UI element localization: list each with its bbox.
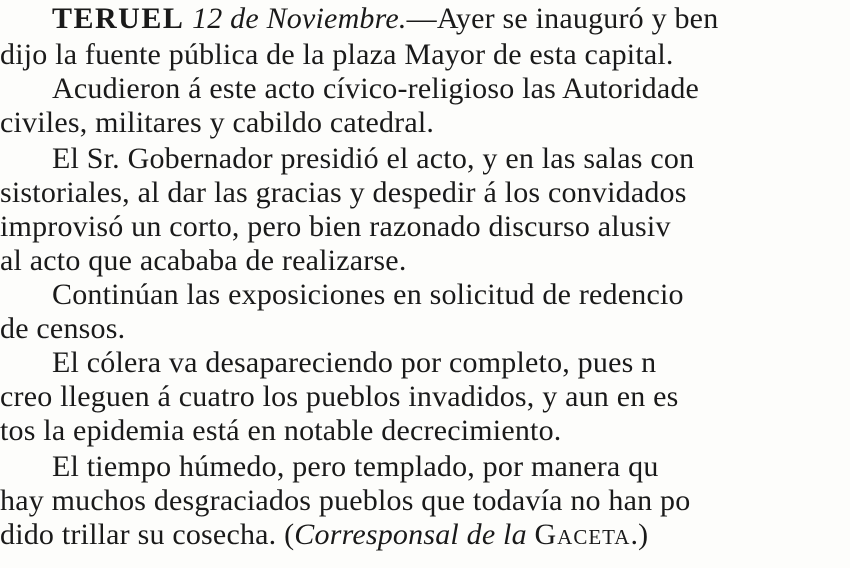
correspondent-credit: Corresponsal de la: [294, 518, 527, 551]
article-line-7: improvisó un corto, pero bien razonado discurso alusiv: [0, 210, 671, 243]
article-line-15: hay muchos desgraciados pueblos que todavía no han po: [0, 484, 691, 517]
article-line-16: [0, 518, 648, 552]
article-line-16-text: dido trillar su cosecha. (: [0, 518, 295, 551]
article-line-14: El tiempo húmedo, pero templado, por manera qu: [52, 450, 659, 483]
article-line-11: El cólera va desapareciendo por completo, pues n: [52, 346, 657, 379]
article-line-1-text: —Ayer se inauguró y ben: [406, 2, 719, 35]
article-line-12: creo lleguen á cuatro los pueblos invadidos, y aun en es: [0, 380, 679, 413]
article-line-2: dijo la fuente pública de la plaza Mayor de esta capital.: [0, 38, 674, 71]
dateline-place: TERUEL: [52, 2, 185, 35]
article-line-5: El Sr. Gobernador presidió el acto, y en las salas con: [52, 142, 695, 175]
article-line-13: tos la epidemia está en notable decrecimiento.: [0, 414, 562, 447]
article-line-9: Continúan las exposiciones en solicitud de redencio: [52, 278, 684, 311]
article-line-3: Acudieron á este acto cívico-religioso las Autoridade: [52, 72, 700, 105]
article-line-8: al acto que acababa de realizarse.: [0, 244, 407, 277]
gazette-name: Gaceta: [534, 518, 631, 551]
dateline-date: 12 de Noviembre.: [192, 2, 407, 35]
article-line-4: civiles, militares y cabildo catedral.: [0, 106, 435, 139]
article-line-1: [52, 2, 718, 36]
article-line-16-end: .): [630, 518, 649, 551]
article-line-6: sistoriales, al dar las gracias y despedir á los convidados: [0, 176, 687, 209]
article-line-10: de censos.: [0, 312, 126, 345]
